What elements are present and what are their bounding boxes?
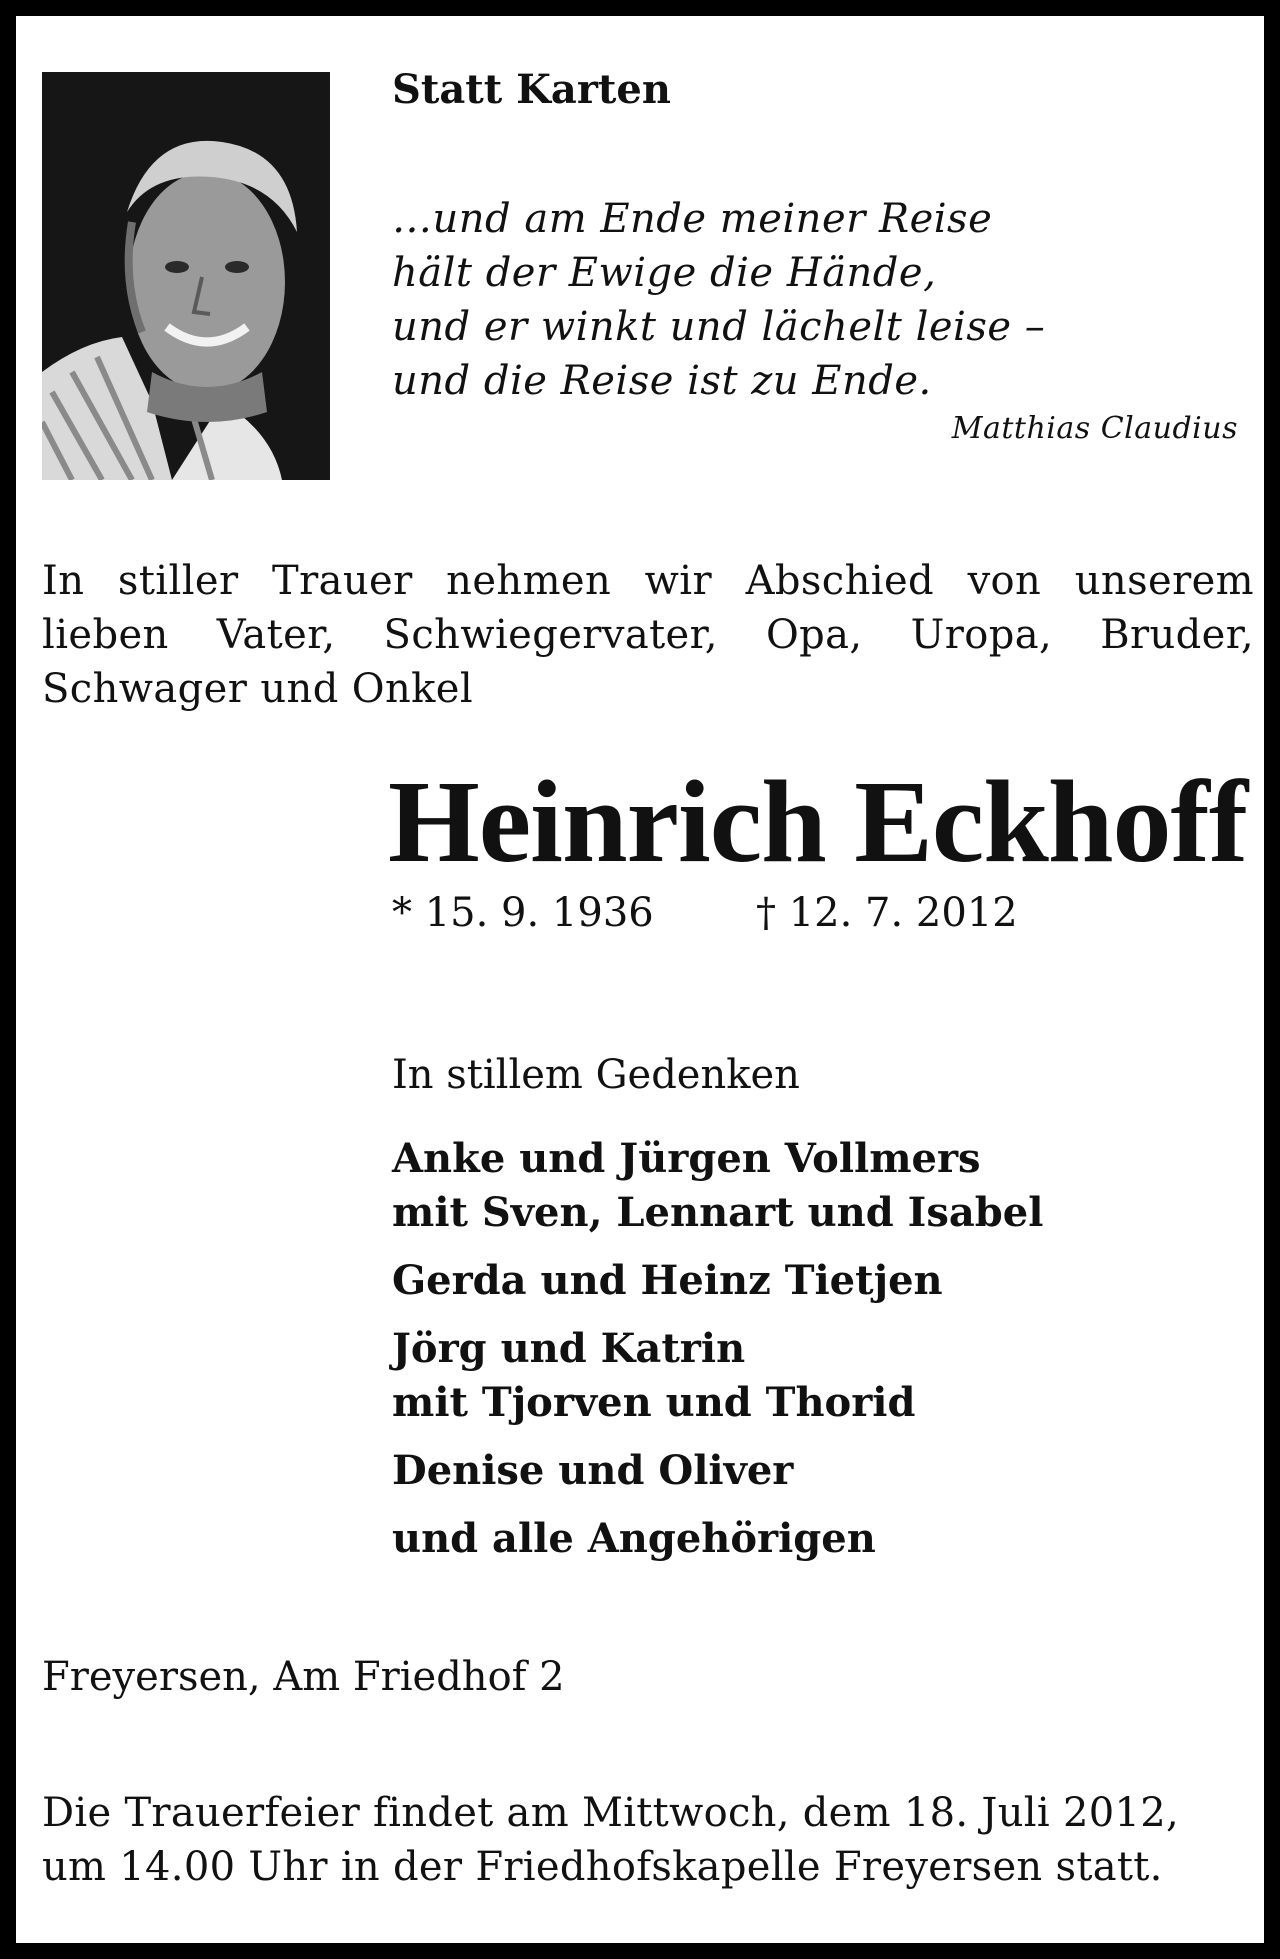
intro-line: Schwager und Onkel [42, 666, 474, 712]
mourner-line: mit Tjorven und Thorid [392, 1379, 916, 1426]
intro-paragraph [42, 554, 1254, 716]
heading-statt-karten: Statt Karten [392, 66, 671, 113]
funeral-service-info [42, 1786, 1179, 1894]
memory-line: In stillem Gedenken [392, 1052, 800, 1098]
poem-line: und er winkt und lächelt leise – [392, 304, 1046, 350]
poem-line: …und am Ende meiner Reise [392, 196, 993, 242]
poem-quote [392, 192, 1242, 408]
deceased-name: Heinrich Eckhoff [388, 756, 1248, 887]
poem-line: und die Reise ist zu Ende. [392, 358, 932, 404]
mourner-group [392, 1322, 1043, 1430]
life-dates [392, 890, 1018, 936]
birth-date: * 15. 9. 1936 [392, 890, 654, 936]
address: Freyersen, Am Friedhof 2 [42, 1654, 565, 1700]
mourner-line: und alle Angehörigen [392, 1515, 876, 1562]
intro-line: lieben Vater, Schwiegervater, Opa, Uropa, Bruder, [42, 612, 1254, 658]
death-date: † 12. 7. 2012 [756, 890, 1018, 936]
mourner-group [392, 1444, 1043, 1498]
poem-author: Matthias Claudius [951, 411, 1238, 446]
mourner-line: mit Sven, Lennart und Isabel [392, 1189, 1044, 1236]
mourner-line: Jörg und Katrin [392, 1325, 746, 1372]
mourner-group [392, 1512, 1043, 1566]
portrait-photo [42, 72, 330, 480]
mourner-group [392, 1254, 1043, 1308]
mourner-line: Gerda und Heinz Tietjen [392, 1257, 943, 1304]
mourner-group [392, 1132, 1043, 1240]
service-line: Die Trauerfeier findet am Mittwoch, dem 18. Juli 2012, [42, 1790, 1180, 1836]
mourner-line: Anke und Jürgen Vollmers [392, 1135, 981, 1182]
mourners-list [392, 1132, 1043, 1580]
poem-line: hält der Ewige die Hände, [392, 250, 937, 296]
mourner-line: Denise und Oliver [392, 1447, 794, 1494]
service-line: um 14.00 Uhr in der Friedhofskapelle Freyersen statt. [42, 1844, 1163, 1890]
intro-line: In stiller Trauer nehmen wir Abschied von unserem [42, 558, 1254, 604]
